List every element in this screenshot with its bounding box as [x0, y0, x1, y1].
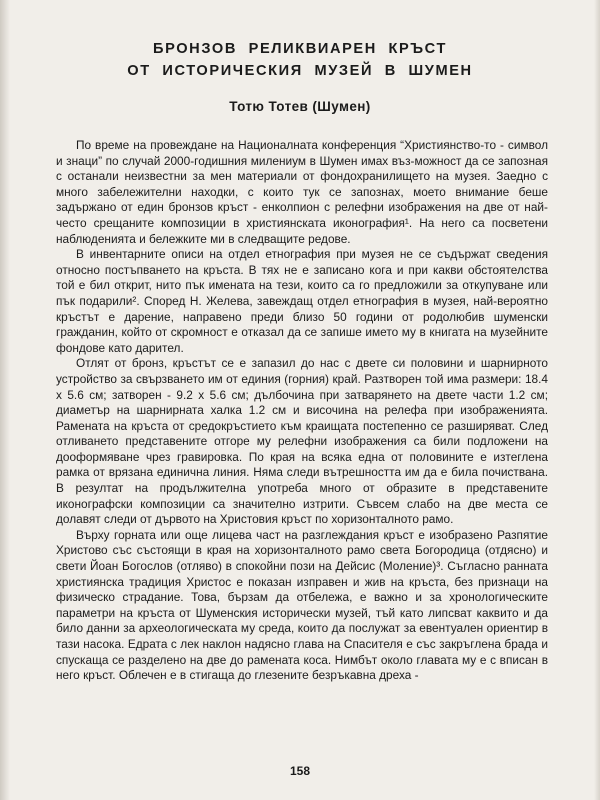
page-left-edge-shadow: [0, 0, 10, 800]
article-body: [56, 138, 548, 684]
article-title-line-1: БРОНЗОВ РЕЛИКВИАРЕН КРЪСТ: [153, 41, 447, 57]
article-title-line-2: ОТ ИСТОРИЧЕСКИЯ МУЗЕЙ В ШУМЕН: [127, 63, 473, 79]
page-number: 158: [289, 764, 311, 778]
page-right-edge-shadow: [594, 0, 600, 800]
body-paragraph-1: По време на провеждане на Националната конференция “Християнство-то - символ и знаци” по случай 2000-годишния милениум в Шумен имах въз-можност да се запозная с останали неизвестни за мен материали от фондохранилището на музея. Заедно с много забележителни находки, с които тук се запознах, моето внимание беше задържано от един бронзов кръст - енколпион с релефни изображения на две от най-често срещаните композиции в християнската иконография¹. На него са посветени наблюденията и бележките ми в следващите редове.: [56, 138, 548, 246]
article-author: Тотю Тотев (Шумен): [229, 99, 371, 114]
body-paragraph-4: Върху горната или още лицева част на разглеждания кръст е изобразено Разпятие Христово със състоящи в края на хоризонталното рамо света Богородица (отдясно) и свети Йоан Богослов (отляво) в спокойни пози на Дейсис (Моление)³. Съгласно ранната християнска традиция Христос е показан изправен и жив на кръста, без признаци на физическо страдание. Това, бързам да отбележа, е важно и за хронологическите параметри на кръста от Шуменския исторически музей, тъй като липсват каквито и да било данни за археологическата му среда, които да послужат за евентуален ориентир в тази насока. Едрата с лек наклон надясно глава на Спасителя е със закръглена брада и спускаща се разделено на две до рамената коса. Нимбът около главата му е с вписан в него кръст. Облечен е в стигаща до глезените безръкавна дреха -: [56, 527, 548, 683]
body-paragraph-3: Отлят от бронз, кръстът се е запазил до нас с двете си половини и шарнирното устройство за свързването им от единия (горния) край. Разтворен той има размери: 18.4 x 5.6 см; затворен - 9.2 x 5.6 см; дълбочина при затварянето на двете части 1.2 см; диаметър на шарнирната халка 1.2 см и височина на релефа при изображенията. Рамената на кръста от средокръстието към краищата постепенно се разширяват. След отливането представените отгоре му релефни изображения са били подложени на дооформяване чрез гравировка. По края на всяка една от половините е изтеглена рамка от врязана единична линия. Няма следи вътрешността им да е била почиствана. В резултат на продължителна употреба много от образите в представените иконографски композиции са значително изтрити. Съвсем слабо на две места се долавят следи от дървото на Христовия кръст по хоризонталното рамо.: [56, 356, 548, 527]
body-paragraph-2: В инвентарните описи на отдел етнография при музея не се съдържат сведения относно постъпването на кръста. В тях не е записано кога и при какви обстоятелства той е бил открит, нито пък имената на тези, които са го предложили за откупуване или пък подарили². Според Н. Желева, завеждащ отдел етнография в музея, най-вероятно кръстът е дарение, направено преди близо 50 години от родолюбив шуменски гражданин, който от скромност е отказал да се запише името му в книгата на музейните фондове като дарител.: [56, 247, 548, 355]
